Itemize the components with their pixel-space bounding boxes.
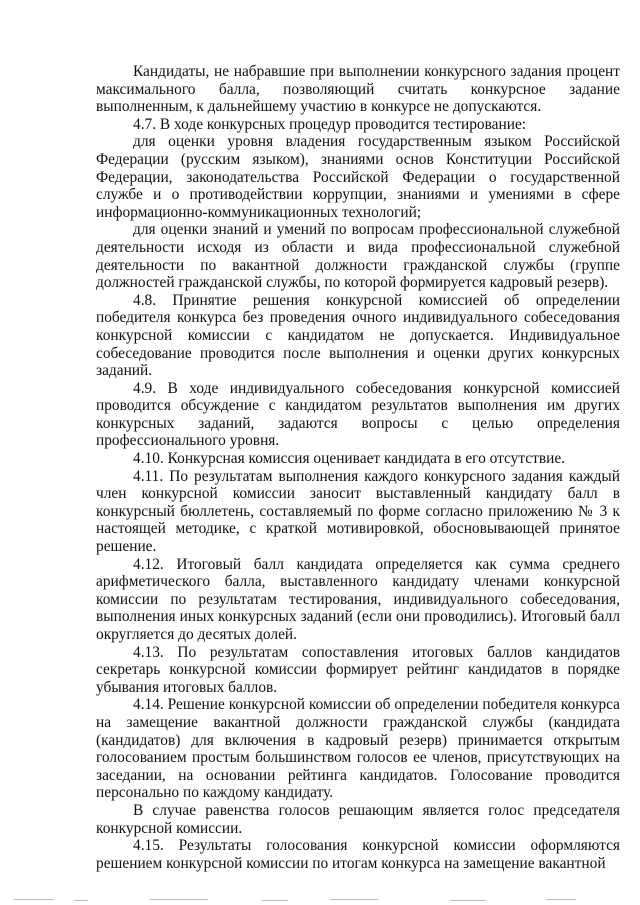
paragraph-7: 4.10. Конкурсная комиссия оценивает кандидата в его отсутствие. — [133, 450, 566, 468]
paragraph-8: 4.11. По результатам выполнения каждого конкурсного задания каждый член конкурсной комиссии заносит выставленный кандидату балл в конкурсный бюллетень, составляемый по форме согласно приложению № 3 к настоящей методике, с краткой мотивировкой, обосновывающей принятое решение. — [96, 467, 620, 556]
paragraph-6: 4.9. В ходе индивидуального собеседования конкурсной комиссией проводится обсуждение с кандидатом результатов выполнения им других конкурсных заданий, задаются вопросы с целью определения профессионального уровня. — [96, 379, 620, 450]
scan-artifact-line — [150, 899, 208, 900]
scan-bottom-edge — [0, 891, 640, 905]
scan-artifact-line — [14, 899, 54, 900]
document-body — [96, 63, 620, 872]
paragraph-3: для оценки уровня владения государственным языком Российской Федерации (русским языком), знаниями основ Конституции Российской Федерации, законодательства Российской Федерации о государственной службе и о противодействии коррупции, знаниями и умениями в сфере информационно-коммуникационных технологий; — [96, 133, 620, 221]
paragraph-4: для оценки знаний и умений по вопросам профессиональной служебной деятельности исходя из области и вида профессиональной служебной деятельности по вакантной должности гражданской службы (группе должностей гражданской службы, по которой формируется кадровый резерв). — [96, 221, 620, 292]
paragraph-1: Кандидаты, не набравшие при выполнении конкурсного задания процент максимального балла, позволяющий считать конкурсное задание выполненным, к дальнейшему участию в конкурсе не допускаются. — [96, 63, 620, 116]
scan-artifact-line — [262, 900, 288, 901]
scan-artifact-line — [450, 900, 486, 901]
paragraph-9: 4.12. Итоговый балл кандидата определяется как сумма среднего арифметического балла, выставленного кандидату членами конкурсной комиссии по результатам тестирования, индивидуального собеседования, выполнения иных конкурсных заданий (если они проводились). Итоговый балл округляется до десятых долей. — [96, 555, 620, 643]
paragraph-5: 4.8. Принятие решения конкурсной комиссией об определении победителя конкурса без проведения очного индивидуального собеседования конкурсной комиссии с кандидатом не допускается. Индивидуальное собеседование проводится после выполнения и оценки других конкурсных заданий. — [96, 291, 620, 380]
scan-artifact-line — [330, 899, 378, 900]
paragraph-10: 4.13. По результатам сопоставления итоговых баллов кандидатов секретарь конкурсной комиссии формирует рейтинг кандидатов в порядке убывания итоговых баллов. — [96, 643, 620, 696]
paragraph-11: 4.14. Решение конкурсной комиссии об определении победителя конкурса на замещение вакантной должности гражданской службы (кандидата (кандидатов) для включения в кадровый резерв) принимается открытым голосованием простым большинством голосов ее членов, присутствующих на заседании, на основании рейтинга кандидатов. Голосование проводится персонально по каждому кандидату. — [96, 696, 620, 802]
paragraph-13: 4.15. Результаты голосования конкурсной комиссии оформляются решением конкурсной комиссии по итогам конкурса на замещение вакантной — [96, 837, 620, 872]
paragraph-2: 4.7. В ходе конкурсных процедур проводится тестирование: — [133, 115, 527, 133]
paragraph-12: В случае равенства голосов решающим является голос председателя конкурсной комиссии. — [96, 801, 620, 837]
scan-artifact-line — [74, 900, 88, 901]
scan-artifact-line — [546, 899, 576, 900]
